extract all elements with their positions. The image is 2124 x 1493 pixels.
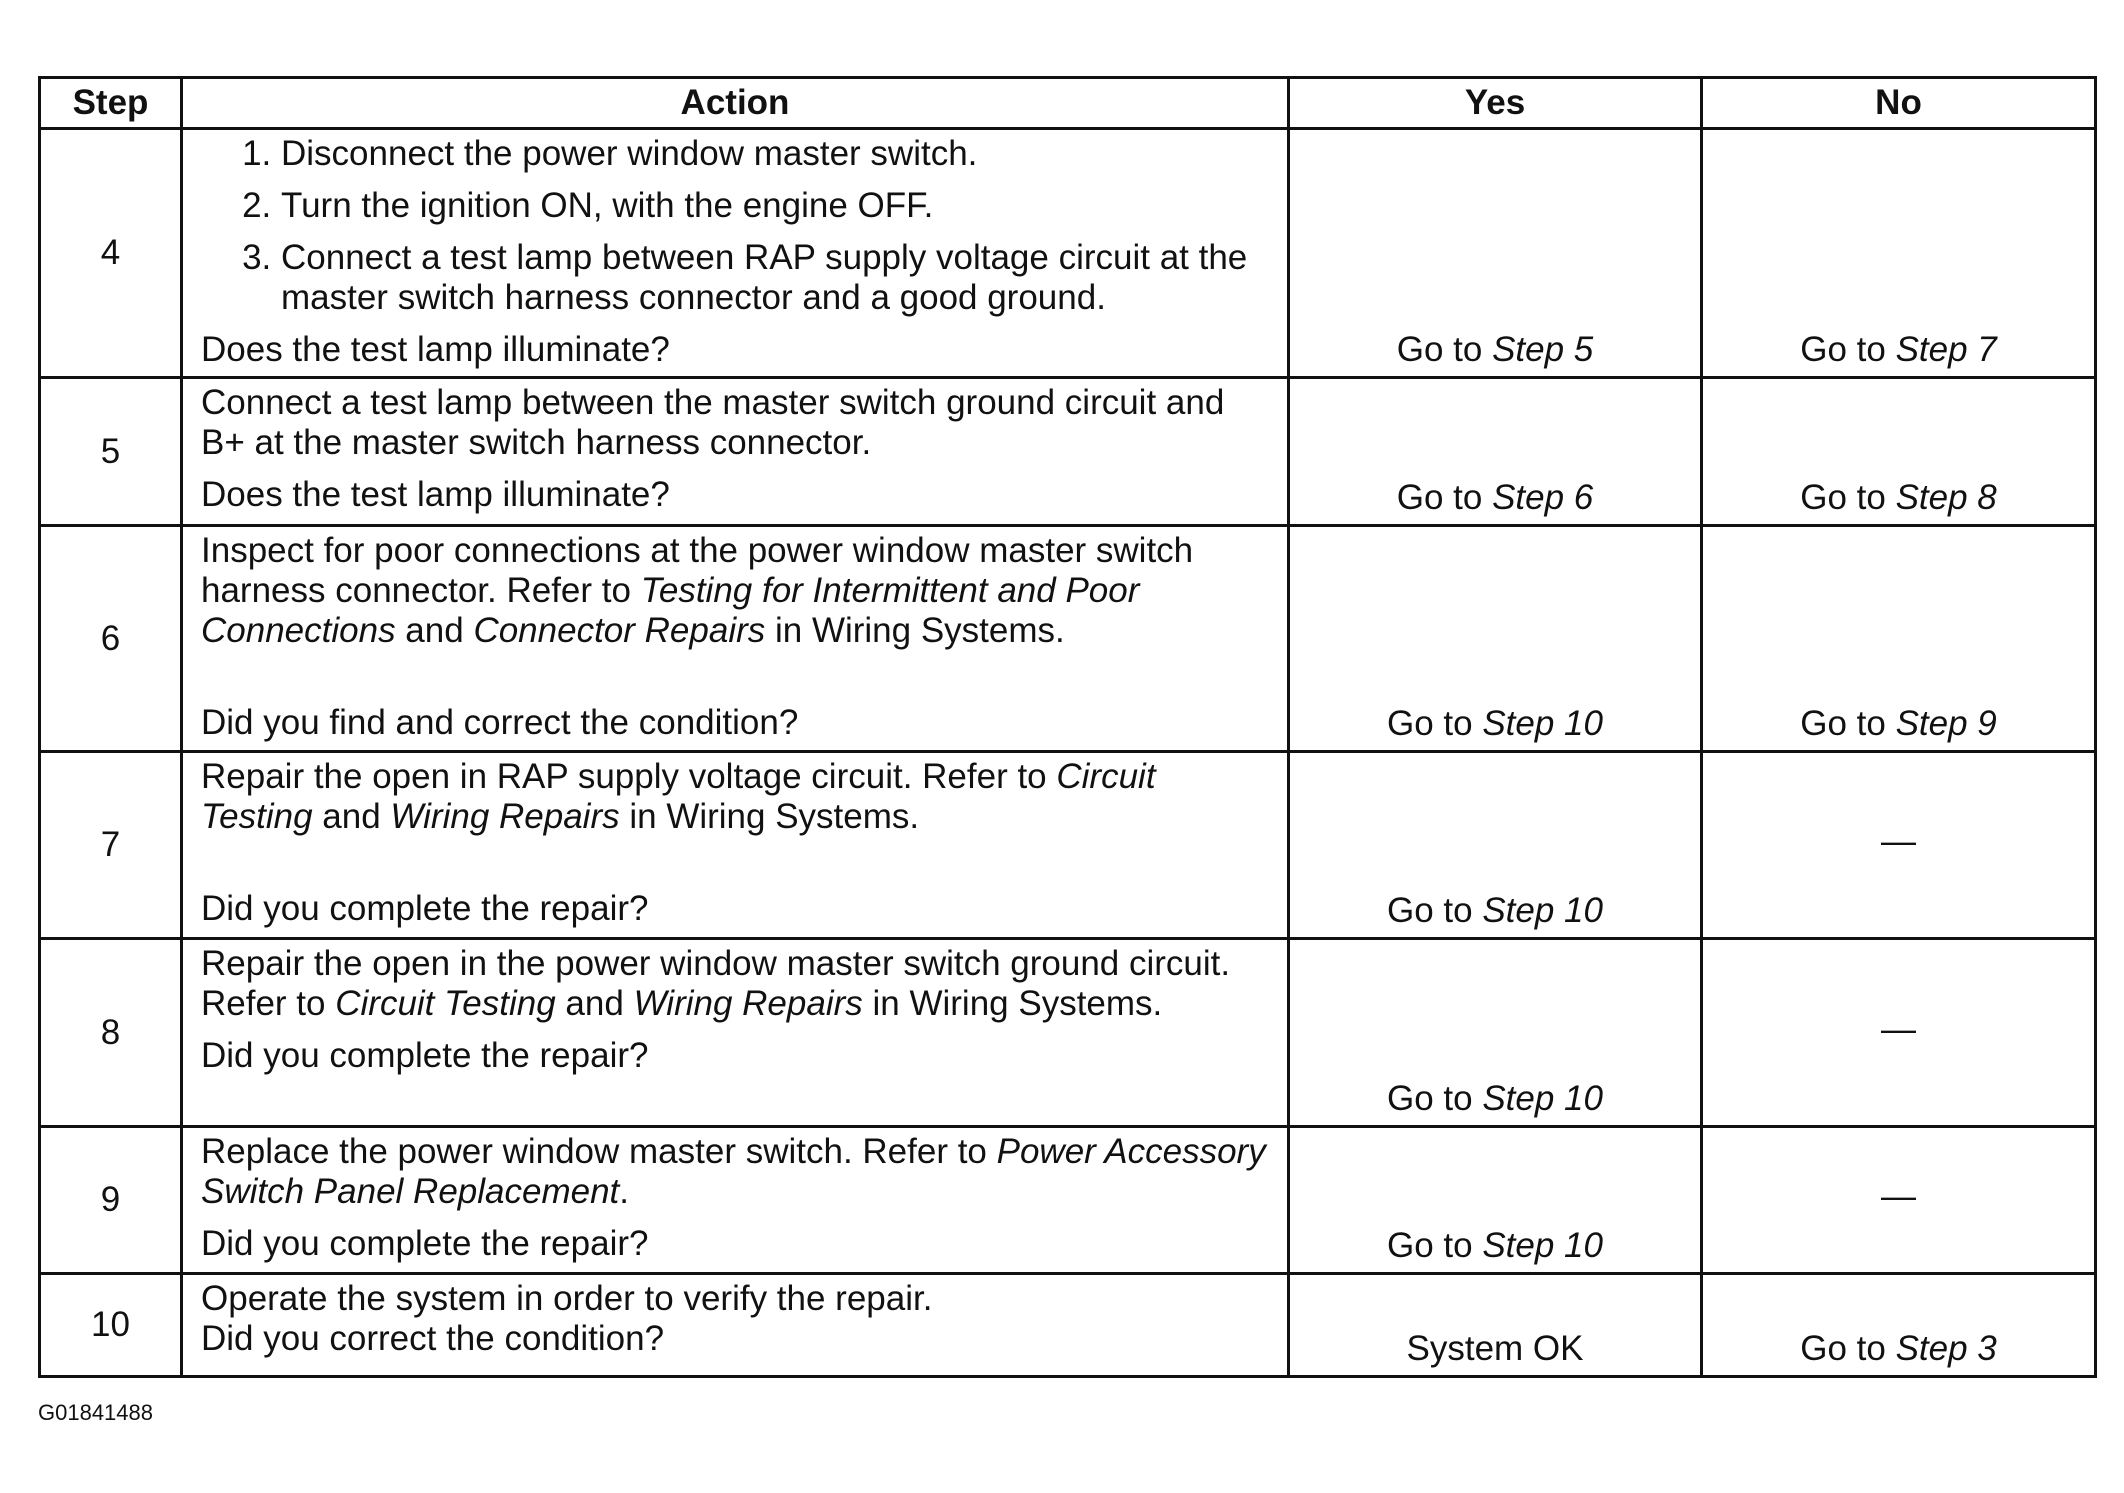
action-question: Does the test lamp illuminate? [201, 475, 670, 514]
yes-prefix: Go to [1387, 1079, 1483, 1118]
yes-step-ref: Step 10 [1482, 891, 1603, 930]
yes-step-ref: Step 10 [1482, 704, 1603, 743]
yes-prefix: Go to [1387, 704, 1483, 743]
yes-step-ref: Step 6 [1492, 478, 1594, 517]
no-prefix: Go to [1800, 704, 1896, 743]
action-text [201, 1132, 1269, 1212]
no-cell-empty-dash: — [1702, 1127, 2096, 1274]
no-cell [1702, 129, 2096, 378]
action-question: Did you complete the repair? [201, 889, 649, 928]
figure-id: G01841488 [38, 1400, 153, 1425]
reference-title: Connector Repairs [473, 611, 766, 650]
action-question: Did you complete the repair? [201, 1036, 649, 1075]
step-number: 7 [40, 752, 182, 939]
reference-title: Wiring Repairs [633, 984, 863, 1023]
action-text-part: Repair the open in RAP supply voltage circuit. Refer to [201, 757, 1057, 796]
no-prefix: Go to [1800, 478, 1896, 517]
header-no: No [1702, 78, 2096, 129]
action-text-part: . [619, 1172, 630, 1211]
no-prefix: Go to [1800, 1329, 1896, 1368]
action-question: Did you correct the condition? [201, 1319, 665, 1358]
yes-cell [1289, 1127, 1702, 1274]
action-cell [182, 939, 1289, 1127]
action-text-part: in Wiring Systems. [619, 797, 920, 836]
yes-step-ref: Step 5 [1492, 330, 1594, 369]
yes-prefix: Go to [1387, 1226, 1483, 1265]
yes-cell [1289, 526, 1702, 752]
no-cell-empty-dash: — [1702, 752, 2096, 939]
no-cell [1702, 378, 2096, 526]
substep-item: 2. Turn the ignition ON, with the engine OFF. [281, 186, 1269, 226]
action-cell [182, 752, 1289, 939]
diagnostic-table-container [38, 76, 2094, 1378]
action-text [201, 757, 1269, 837]
action-text-part: and [555, 984, 634, 1023]
substep-list [201, 134, 1269, 318]
reference-title: Wiring Repairs [390, 797, 620, 836]
action-text-part: Inspect for poor connections at the power window master switch harness connector. Refer to [201, 531, 1194, 610]
table-row [40, 526, 2096, 752]
step-number: 8 [40, 939, 182, 1127]
yes-step-ref: Step 10 [1482, 1226, 1603, 1265]
action-question: Did you complete the repair? [201, 1224, 649, 1263]
action-cell [182, 129, 1289, 378]
yes-cell-result: System OK [1289, 1274, 1702, 1377]
action-text-part: Replace the power window master switch. Refer to [201, 1132, 997, 1171]
yes-cell [1289, 752, 1702, 939]
no-step-ref: Step 7 [1895, 330, 1997, 369]
action-cell [182, 1274, 1289, 1377]
yes-cell [1289, 129, 1702, 378]
yes-prefix: Go to [1396, 330, 1493, 369]
no-prefix: Go to [1800, 330, 1896, 369]
action-text [201, 531, 1269, 651]
table-row [40, 1127, 2096, 1274]
table-row [40, 939, 2096, 1127]
table-row [40, 129, 2096, 378]
reference-title: Circuit Testing [335, 984, 556, 1023]
table-row [40, 378, 2096, 526]
step-number: 10 [40, 1274, 182, 1377]
table-header-row [40, 78, 2096, 129]
step-number: 5 [40, 378, 182, 526]
action-text-part: in Wiring Systems. [765, 611, 1065, 650]
action-text-part: and [312, 797, 391, 836]
yes-cell [1289, 378, 1702, 526]
action-text [201, 944, 1269, 1024]
no-cell [1702, 1274, 2096, 1377]
action-cell [182, 378, 1289, 526]
action-cell [182, 1127, 1289, 1274]
no-cell [1702, 526, 2096, 752]
action-question: Does the test lamp illuminate? [201, 330, 670, 369]
action-cell [182, 526, 1289, 752]
step-number: 4 [40, 129, 182, 378]
step-number: 9 [40, 1127, 182, 1274]
no-step-ref: Step 8 [1895, 478, 1997, 517]
reference-title: Testing for Intermittent and Poor Connections [201, 571, 1140, 650]
diagnostic-table [38, 76, 2097, 1378]
action-text-part: and [395, 611, 474, 650]
action-text-part: in Wiring Systems. [862, 984, 1163, 1023]
header-action: Action [182, 78, 1289, 129]
action-text: Connect a test lamp between the master switch ground circuit and B+ at the master switch harness connector. [201, 383, 1225, 462]
no-step-ref: Step 9 [1895, 704, 1997, 743]
no-step-ref: Step 3 [1895, 1329, 1997, 1368]
reference-title: Power Accessory Switch Panel Replacement [201, 1132, 1266, 1211]
header-step: Step [40, 78, 182, 129]
yes-prefix: Go to [1387, 891, 1483, 930]
yes-step-ref: Step 10 [1482, 1079, 1603, 1118]
substep-item: 1. Disconnect the power window master switch. [281, 134, 1269, 174]
yes-cell [1289, 939, 1702, 1127]
table-row [40, 1274, 2096, 1377]
action-text-part: Repair the open in the power window master switch ground circuit. Refer to [201, 944, 1231, 1023]
reference-title: Circuit Testing [201, 757, 1156, 836]
step-number: 6 [40, 526, 182, 752]
action-text: Operate the system in order to verify the repair. [201, 1279, 933, 1318]
substep-item: 3. Connect a test lamp between RAP supply voltage circuit at the master switch harness connector and a good ground. [281, 238, 1269, 318]
table-row [40, 752, 2096, 939]
header-yes: Yes [1289, 78, 1702, 129]
action-question: Did you find and correct the condition? [201, 703, 799, 742]
yes-prefix: Go to [1396, 478, 1493, 517]
no-cell-empty-dash: — [1702, 939, 2096, 1127]
